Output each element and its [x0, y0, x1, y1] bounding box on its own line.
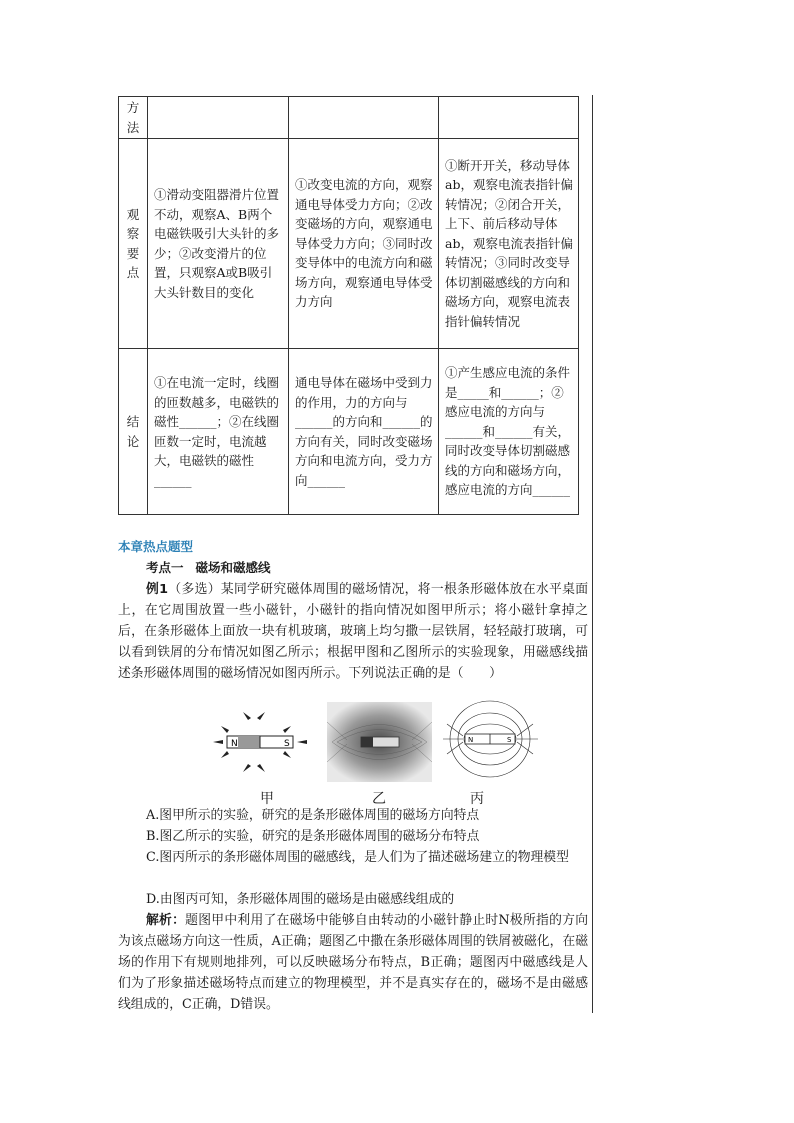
topic-title: 磁场和磁感线 — [195, 560, 271, 575]
example-question — [118, 579, 588, 684]
figure-group — [205, 700, 535, 810]
option-c: C.图丙所示的条形磁体周围的磁感线，是人们为了描述磁场建立的物理模型 — [146, 850, 569, 865]
example-label: 例1 — [146, 582, 169, 597]
table-cell: ①改变电流的方向，观察通电导体受力方向；②改变磁场的方向，观察通电导体受力方向；③同时改变导体中的电流方向和磁场方向，观察通电导体受力方向 — [289, 139, 439, 349]
analysis-label: 解析： — [146, 913, 186, 928]
option-a: A.图甲所示的实验，研究的是条形磁体周围的磁场方向特点 — [146, 808, 480, 823]
figure-yi-iron-filings — [327, 702, 432, 782]
table-cell: ①断开开关，移动导体ab，观察电流表指针偏转情况；②闭合开关，上下、前后移动导体ab，观察电流表指针偏转情况；③同时改变导体切割磁感线的方向和磁场方向，观察电流表指针偏转情况 — [439, 139, 579, 349]
table-cell — [289, 97, 439, 139]
row-head-observation: 观 察 要 点 — [119, 139, 148, 349]
figure-label-bing: 丙 — [470, 791, 484, 807]
experiment-table — [118, 96, 579, 515]
magnet-n-label: N — [231, 739, 238, 749]
table-cell — [148, 97, 289, 139]
example-text: （多选）某同学研究磁体周围的磁场情况，将一根条形磁体放在水平桌面上，在它周围放置一些小磁针，小磁针的指向情况如图甲所示；将小磁针拿掉之后，在条形磁体上面放一块有机玻璃，玻璃上均匀撒一层铁屑，轻轻敲打玻璃，可以看到铁屑的分布情况如图乙所示；根据甲图和乙图所示的实验现象，用磁感线描述条形磁体周围的磁场情况如图丙所示。下列说法正确的是（ ） — [118, 582, 589, 681]
magnet-n-label: N — [468, 736, 474, 744]
magnet-s-label: S — [507, 736, 512, 744]
magnet-s-label: S — [284, 739, 290, 749]
table-row — [119, 97, 579, 139]
analysis — [118, 910, 588, 1015]
option-d: D.由图丙可知，条形磁体周围的磁场是由磁感线组成的 — [146, 892, 455, 907]
row-head-method: 方 法 — [119, 97, 148, 139]
table-row — [119, 349, 579, 515]
analysis-text: 题图甲中利用了在磁场中能够自由转动的小磁针静止时N极所指的方向为该点磁场方向这一性质，A正确；题图乙中撒在条形磁体周围的铁屑被磁化，在磁场的作用下有规则地排列，可以反映磁场分布特点，B正确；题图丙中磁感线是人们为了形象描述磁场特点而建立的物理模型，并不是真实存在的，磁场不是由磁感线组成的，C正确，D错误。 — [118, 913, 589, 1012]
page-margin-rule — [592, 95, 593, 1013]
option-b: B.图乙所示的实验，研究的是条形磁体周围的磁场分布特点 — [146, 829, 480, 844]
table-cell: ①产生感应电流的条件是_____和______；②感应电流的方向与______和______有关，同时改变导体切割磁感线的方向和磁场方向，感应电流的方向______ — [439, 349, 579, 515]
figure-label-yi: 乙 — [372, 791, 386, 807]
table-row — [119, 139, 579, 349]
row-head-conclusion: 结 论 — [119, 349, 148, 515]
topic-number: 考点一 — [146, 560, 184, 575]
section-title: 本章热点题型 — [118, 539, 194, 554]
figure-bing-field-lines — [443, 696, 538, 782]
table-cell: ①在电流一定时，线圈的匝数越多，电磁铁的磁性______；②在线圈匝数一定时，电流越大，电磁铁的磁性______ — [148, 349, 289, 515]
table-cell: ①滑动变阻器滑片位置不动，观察A、B两个电磁铁吸引大头针的多少；②改变滑片的位置，只观察A或B吸引大头针数目的变化 — [148, 139, 289, 349]
topic-heading — [146, 558, 283, 576]
figure-label-jia: 甲 — [260, 791, 274, 807]
table-cell — [439, 97, 579, 139]
figure-jia-compass-diagram — [205, 700, 310, 780]
table-cell: 通电导体在磁场中受到力的作用，力的方向与______的方向和______的方向有关，同时改变磁场方向和电流方向，受力方向______ — [289, 349, 439, 515]
